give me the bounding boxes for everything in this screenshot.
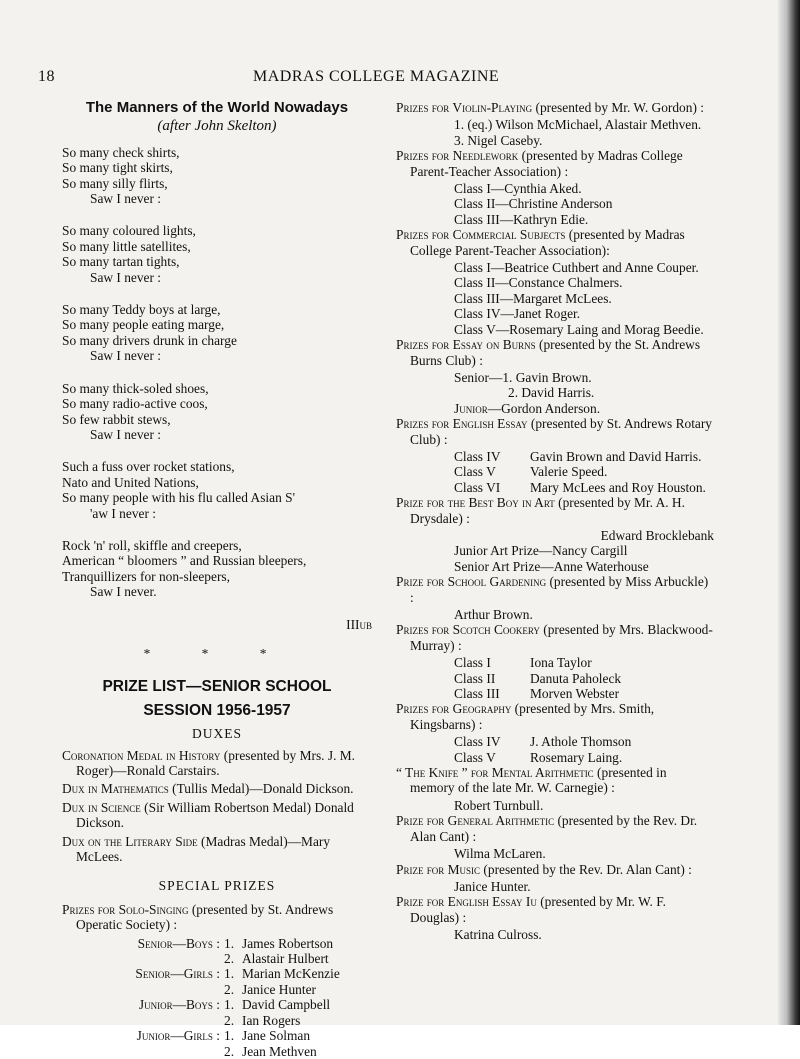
entry-text: (presented by Mrs. J. M. Roger)—Ronald Carstairs.: [76, 747, 356, 778]
solo-name: Alastair Hulbert: [242, 951, 329, 967]
english-essay-list: [396, 449, 714, 495]
poem-line: Nato and United Nations,: [62, 474, 199, 490]
poem-signature: IIIub: [346, 616, 372, 632]
entry-label: Prizes for Scotch Cookery: [396, 622, 540, 638]
entry-label: Coronation Medal in History: [62, 747, 221, 763]
class-label: Class V: [454, 464, 496, 480]
senior-art-prize: Senior Art Prize—Anne Waterhouse: [454, 558, 649, 574]
english-essay-row: [396, 480, 714, 495]
burns-entry: [396, 337, 714, 368]
english-essay-row: [396, 449, 714, 464]
special-prizes-heading: SPECIAL PRIZES: [158, 878, 276, 894]
poem-stanza: [62, 459, 372, 521]
commercial-row: Class I—Beatrice Cuthbert and Anne Couper.: [454, 260, 699, 276]
solo-rank: 2.: [224, 1012, 235, 1028]
entry-text: (presented by St. Andrews Rotary Club) :: [410, 416, 713, 447]
poem-line: Saw I never :: [90, 269, 162, 285]
poem-line: So many tartan tights,: [62, 254, 180, 270]
section-divider-stars: * * *: [143, 645, 291, 661]
solo-rank: 1.: [224, 966, 235, 982]
entry-text: (Sir William Robertson Medal) Donald Dickson.: [76, 799, 354, 831]
poem-line: So many thick-soled shoes,: [62, 380, 209, 396]
page-edge-shadow: [778, 0, 800, 1025]
commercial-entry: [396, 227, 714, 258]
entry-text: (presented by Mrs. Smith, Kingsbarns) :: [410, 701, 655, 732]
poem-stanza: [62, 538, 372, 600]
entry-label: Prize for English Essay Iu: [396, 894, 537, 910]
poem-line: Tranquillizers for non-sleepers,: [62, 568, 230, 584]
entry-text: (presented by the Rev. Dr. Alan Cant) :: [410, 813, 698, 844]
poem-line: So many people eating marge,: [62, 317, 225, 333]
right-column: [396, 100, 714, 943]
solo-category: [114, 1044, 224, 1059]
entry-label: Prizes for Solo-Singing: [62, 901, 189, 917]
solo-category: Junior—Boys :: [138, 997, 220, 1013]
entry-label: Dux in Science: [62, 799, 141, 815]
entry-text: (presented by Madras College Parent-Teacher Association):: [410, 227, 685, 258]
left-column: [62, 100, 372, 1059]
dux-entry: [62, 781, 372, 796]
poem-body: [62, 145, 372, 600]
poem-line: 'aw I never :: [90, 505, 156, 521]
gardening-entry: [396, 574, 714, 605]
entry-label: Prizes for Geography: [396, 701, 512, 717]
poem-line: Saw I never :: [90, 348, 162, 364]
geography-row: [396, 734, 714, 749]
violin-first: 1. (eq.) Wilson McMichael, Alastair Methven.: [454, 117, 702, 133]
entry-label: Junior: [454, 400, 488, 416]
entry-text: (Madras Medal)—Mary McLees.: [76, 833, 331, 865]
entry-text: (presented by the St. Andrews Burns Club) :: [410, 337, 701, 368]
winner-name: Danuta Paholeck: [530, 670, 622, 686]
knife-entry: [396, 765, 714, 796]
burns-junior: [396, 401, 714, 416]
solo-singing-table: [62, 936, 372, 1059]
poem-stanza: [62, 223, 372, 285]
entry-text: (presented by Madras College Parent-Teacher Association) :: [410, 148, 683, 179]
cookery-row: [396, 655, 714, 670]
poem-line: So many radio-active coos,: [62, 396, 208, 412]
entry-label: Prize for the Best Boy in Art: [396, 495, 555, 511]
geography-list: [396, 734, 714, 765]
poem-stanza: [62, 145, 372, 207]
burns-senior-second: 2. David Harris.: [508, 385, 595, 401]
solo-rank: 2.: [224, 1043, 235, 1059]
poem-line: So many Teddy boys at large,: [62, 302, 221, 318]
geography-entry: [396, 701, 714, 732]
poem-line: Saw I never :: [90, 426, 162, 442]
junior-art-prize: Junior Art Prize—Nancy Cargill: [454, 543, 628, 559]
commercial-row: Class IV—Janet Roger.: [454, 306, 581, 322]
duxes-list: [62, 748, 372, 865]
poem-line: Saw I never.: [90, 584, 157, 600]
poem-line: So many check shirts,: [62, 144, 180, 160]
solo-rank: 1.: [224, 997, 235, 1013]
violin-third: 3. Nigel Caseby.: [454, 132, 543, 148]
poem-line: American “ bloomers ” and Russian bleepers,: [62, 553, 307, 569]
english-essay-entry: [396, 416, 714, 447]
art-entry: [396, 495, 714, 526]
solo-rank: 2.: [224, 981, 235, 997]
winner-name: Mary McLees and Roy Houston.: [530, 479, 706, 495]
poem-line: So many little satellites,: [62, 238, 191, 254]
winner-name: Valerie Speed.: [530, 464, 608, 480]
class-label: Class II: [454, 670, 496, 686]
entry-label: Prizes for Needlework: [396, 148, 519, 164]
winner-name: J. Athole Thomson: [530, 734, 632, 750]
class-label: Class III: [454, 686, 500, 702]
gardening-winner: Arthur Brown.: [454, 607, 533, 622]
session-title: SESSION 1956-1957: [143, 701, 291, 719]
class-label: Class V: [454, 749, 496, 765]
english-essay-row: [396, 464, 714, 479]
poem-subtitle: (after John Skelton): [157, 118, 277, 135]
poem-line: So many tight skirts,: [62, 160, 173, 176]
winner-name: Iona Taylor: [530, 655, 592, 671]
solo-category: [114, 951, 224, 966]
solo-category: Senior—Girls :: [135, 966, 220, 982]
commercial-list: [396, 260, 714, 337]
poem-line: Rock 'n' roll, skiffle and creepers,: [62, 537, 242, 553]
poem-line: Saw I never :: [90, 191, 162, 207]
commercial-row: Class V—Rosemary Laing and Morag Beedie.: [454, 321, 704, 337]
entry-text: (presented by Mr. A. H. Drysdale) :: [410, 495, 685, 526]
solo-rank: 1.: [224, 935, 235, 951]
entry-text: —Gordon Anderson.: [487, 400, 601, 416]
dux-entry: [62, 800, 372, 831]
cookery-entry: [396, 622, 714, 653]
poem-line: So many silly flirts,: [62, 175, 168, 191]
needlework-row: Class III—Kathryn Edie.: [454, 211, 589, 227]
solo-category: [114, 982, 224, 997]
entry-text: (presented by Mr. W. Gordon) :: [532, 100, 704, 115]
commercial-row: Class II—Constance Chalmers.: [454, 275, 623, 291]
entry-text: (presented in memory of the late Mr. W. Carnegie) :: [410, 765, 667, 796]
magazine-title: MADRAS COLLEGE MAGAZINE: [253, 68, 500, 85]
entry-label: Dux in Mathematics: [62, 781, 169, 797]
dux-entry: [62, 834, 372, 865]
winner-name: Gavin Brown and David Harris.: [530, 448, 702, 464]
knife-winner: Robert Turnbull.: [454, 797, 544, 813]
entry-label: Prize for General Arithmetic: [396, 813, 555, 829]
violin-entry: [396, 100, 714, 115]
entry-label: Prizes for Commercial Subjects: [396, 227, 566, 243]
prize-list-title: PRIZE LIST—SENIOR SCHOOL: [102, 678, 332, 696]
poem-stanza: [62, 381, 372, 443]
needlework-row: Class I—Cynthia Aked.: [454, 181, 582, 197]
poem-stanza: [62, 302, 372, 364]
geography-row: [396, 750, 714, 765]
english-essay-iu-winner: Katrina Culross.: [454, 927, 542, 943]
entry-label: Prizes for Violin-Playing: [396, 100, 533, 115]
entry-label: Prize for Music: [396, 861, 481, 877]
entry-label: Dux on the Literary Side: [62, 833, 198, 849]
poem-line: So many coloured lights,: [62, 223, 196, 239]
poem-title: The Manners of the World Nowadays: [85, 99, 349, 116]
arithmetic-winner: Wilma McLaren.: [454, 846, 546, 862]
solo-name: Ian Rogers: [242, 1012, 301, 1028]
class-label: Class VI: [454, 479, 501, 495]
burns-senior: Senior—1. Gavin Brown.: [454, 369, 592, 385]
solo-category: [114, 1013, 224, 1028]
class-label: Class IV: [454, 448, 501, 464]
english-essay-iu-entry: [396, 894, 714, 925]
solo-name: Jane Solman: [242, 1028, 311, 1044]
needlework-entry: [396, 148, 714, 179]
poem-line: So few rabbit stews,: [62, 411, 171, 427]
entry-label: Prizes for Essay on Burns: [396, 337, 536, 353]
music-winner: Janice Hunter.: [454, 878, 531, 894]
winner-name: Rosemary Laing.: [530, 749, 623, 765]
art-winner: Edward Brocklebank: [600, 527, 714, 543]
class-label: Class IV: [454, 734, 501, 750]
poem-line: So many people with his flu called Asian S': [62, 490, 296, 506]
page-number: 18: [38, 68, 55, 85]
solo-rank: 2.: [224, 951, 235, 967]
solo-name: David Campbell: [242, 997, 331, 1013]
solo-category: Junior—Girls :: [136, 1028, 220, 1044]
needlework-row: Class II—Christine Anderson: [454, 196, 613, 212]
entry-text: (presented by St. Andrews Operatic Society) :: [76, 901, 334, 933]
music-entry: [396, 862, 714, 877]
winner-name: Morven Webster: [530, 686, 620, 702]
solo-name: Jean Methven: [242, 1043, 317, 1059]
entry-text: (presented by Mr. W. F. Douglas) :: [410, 894, 666, 925]
solo-singing-entry: [62, 902, 372, 933]
solo-category: Senior—Boys :: [137, 935, 220, 951]
entry-text: (presented by the Rev. Dr. Alan Cant) :: [480, 861, 692, 877]
entry-label: “ The Knife ” for Mental Arithmetic: [396, 765, 594, 781]
cookery-list: [396, 655, 714, 701]
needlework-list: [396, 181, 714, 227]
entry-label: Prize for School Gardening: [396, 574, 547, 590]
poem-line: Such a fuss over rocket stations,: [62, 459, 235, 475]
entry-text: (presented by Mrs. Blackwood-Murray) :: [410, 622, 713, 653]
class-label: Class I: [454, 655, 491, 671]
solo-rank: 1.: [224, 1028, 235, 1044]
solo-name: Marian McKenzie: [242, 966, 340, 982]
entry-label: Prizes for English Essay: [396, 416, 528, 432]
cookery-row: [396, 671, 714, 686]
duxes-heading: DUXES: [191, 726, 242, 742]
entry-text: (presented by Miss Arbuckle) :: [410, 574, 709, 605]
solo-name: Janice Hunter: [242, 981, 316, 997]
arithmetic-entry: [396, 813, 714, 844]
entry-text: (Tullis Medal)—Donald Dickson.: [168, 781, 354, 797]
commercial-row: Class III—Margaret McLees.: [454, 290, 612, 306]
poem-line: So many drivers drunk in charge: [62, 332, 237, 348]
solo-name: James Robertson: [242, 935, 334, 951]
dux-entry: [62, 748, 372, 779]
cookery-row: [396, 686, 714, 701]
